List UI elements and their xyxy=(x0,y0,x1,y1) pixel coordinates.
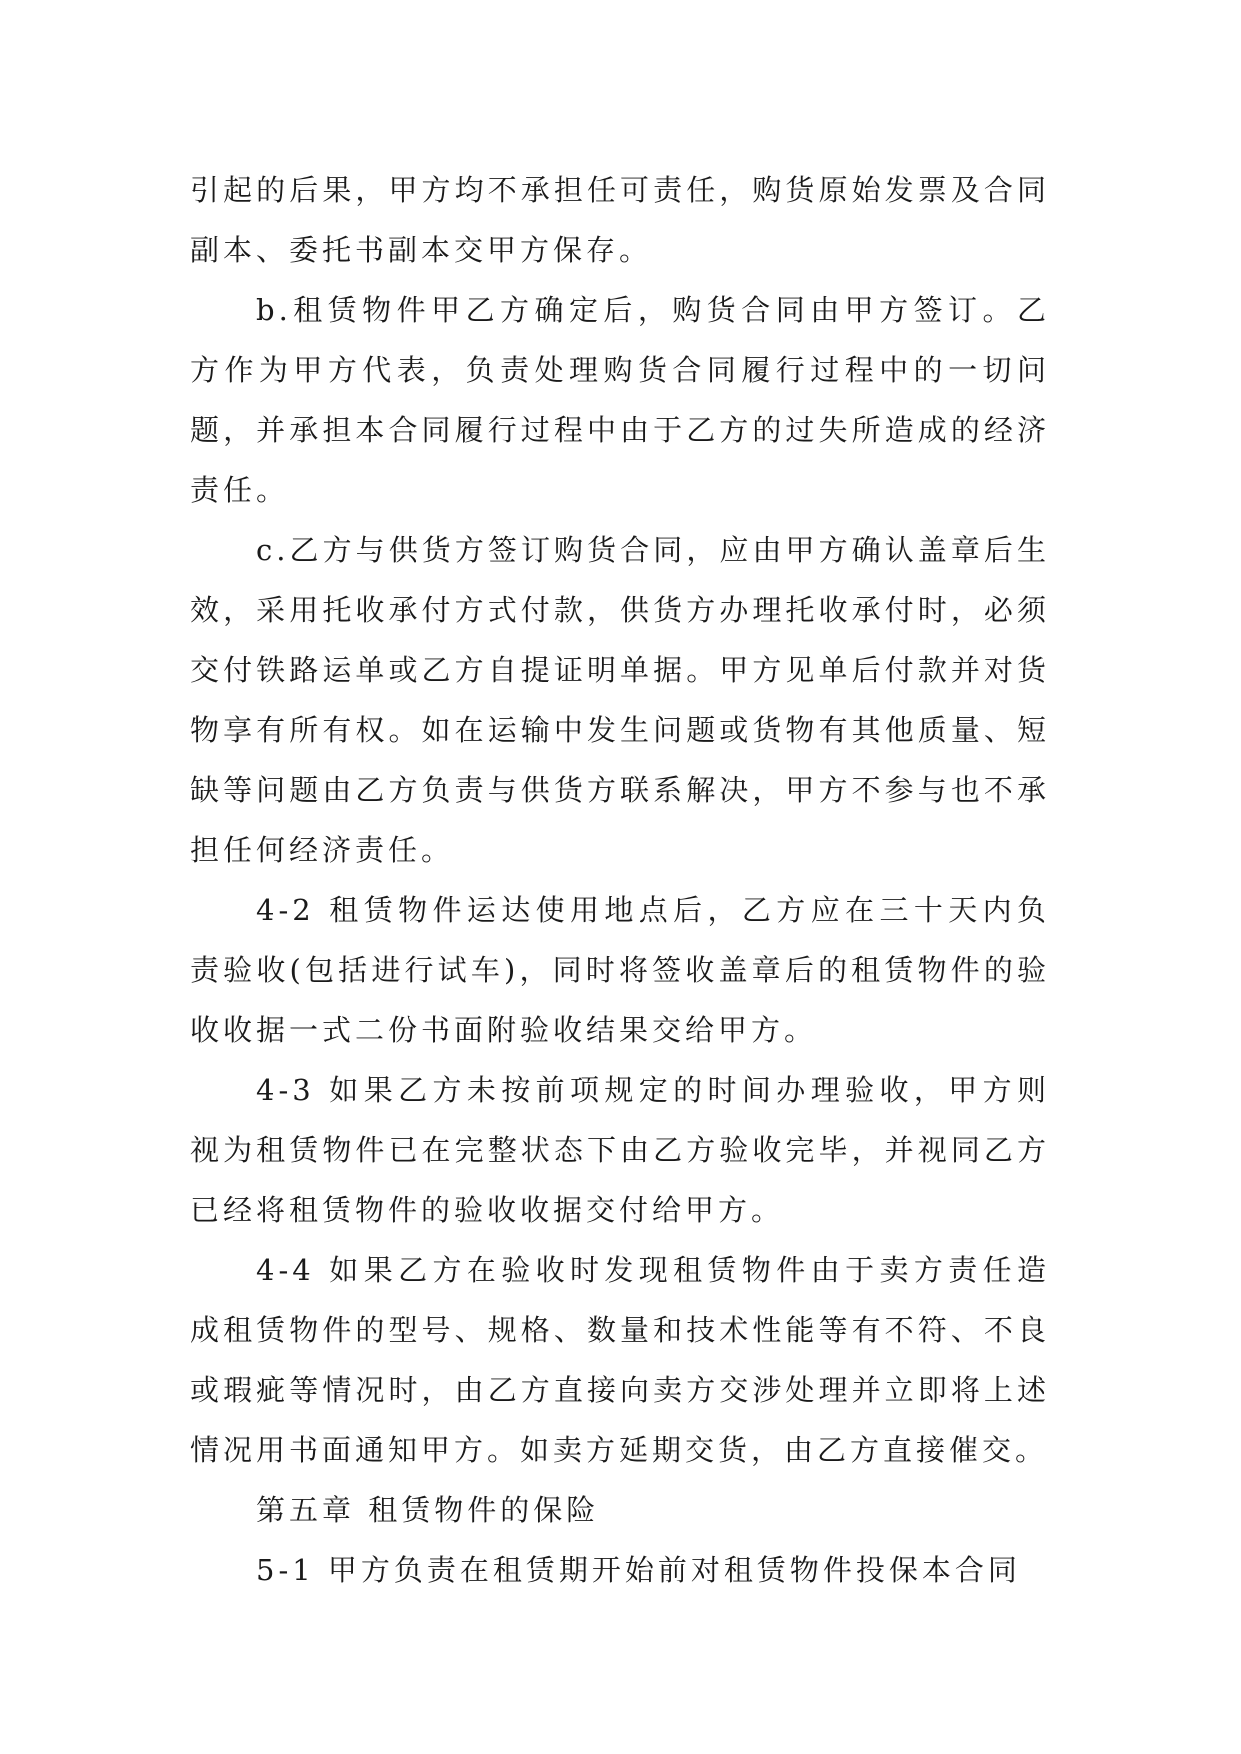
paragraph-item-b: b.租赁物件甲乙方确定后，购货合同由甲方签订。乙方作为甲方代表，负责处理购货合同履行过程中的一切问题，并承担本合同履行过程中由于乙方的过失所造成的经济责任。 xyxy=(190,293,1050,507)
paragraph-item-c: c.乙方与供货方签订购货合同，应由甲方确认盖章后生效，采用托收承付方式付款，供货方办理托收承付时，必须交付铁路运单或乙方自提证明单据。甲方见单后付款并对货物享有所有权。如在运输中发生问题或货物有其他质量、短缺等问题由乙方负责与供货方联系解决，甲方不参与也不承担任何经济责任。 xyxy=(190,533,1050,867)
paragraph-clause-5-1: 5-1 甲方负责在租赁期开始前对租赁物件投保本合同 xyxy=(256,1553,1021,1587)
chapter-heading: 第五章 租赁物件的保险 xyxy=(256,1493,600,1527)
document-body xyxy=(190,160,1050,1600)
paragraph-clause-4-3: 4-3 如果乙方未按前项规定的时间办理验收，甲方则视为租赁物件已在完整状态下由乙方验收完毕，并视同乙方已经将租赁物件的验收收据交付给甲方。 xyxy=(190,1073,1050,1227)
paragraph-continuation: 引起的后果，甲方均不承担任可责任，购货原始发票及合同副本、委托书副本交甲方保存。 xyxy=(190,173,1050,267)
paragraph-clause-4-4: 4-4 如果乙方在验收时发现租赁物件由于卖方责任造成租赁物件的型号、规格、数量和技术性能等有不符、不良或瑕疵等情况时，由乙方直接向卖方交涉处理并立即将上述情况用书面通知甲方。如卖方延期交货，由乙方直接催交。 xyxy=(190,1253,1050,1467)
paragraph-clause-4-2: 4-2 租赁物件运达使用地点后，乙方应在三十天内负责验收(包括进行试车)，同时将签收盖章后的租赁物件的验收收据一式二份书面附验收结果交给甲方。 xyxy=(190,893,1050,1047)
